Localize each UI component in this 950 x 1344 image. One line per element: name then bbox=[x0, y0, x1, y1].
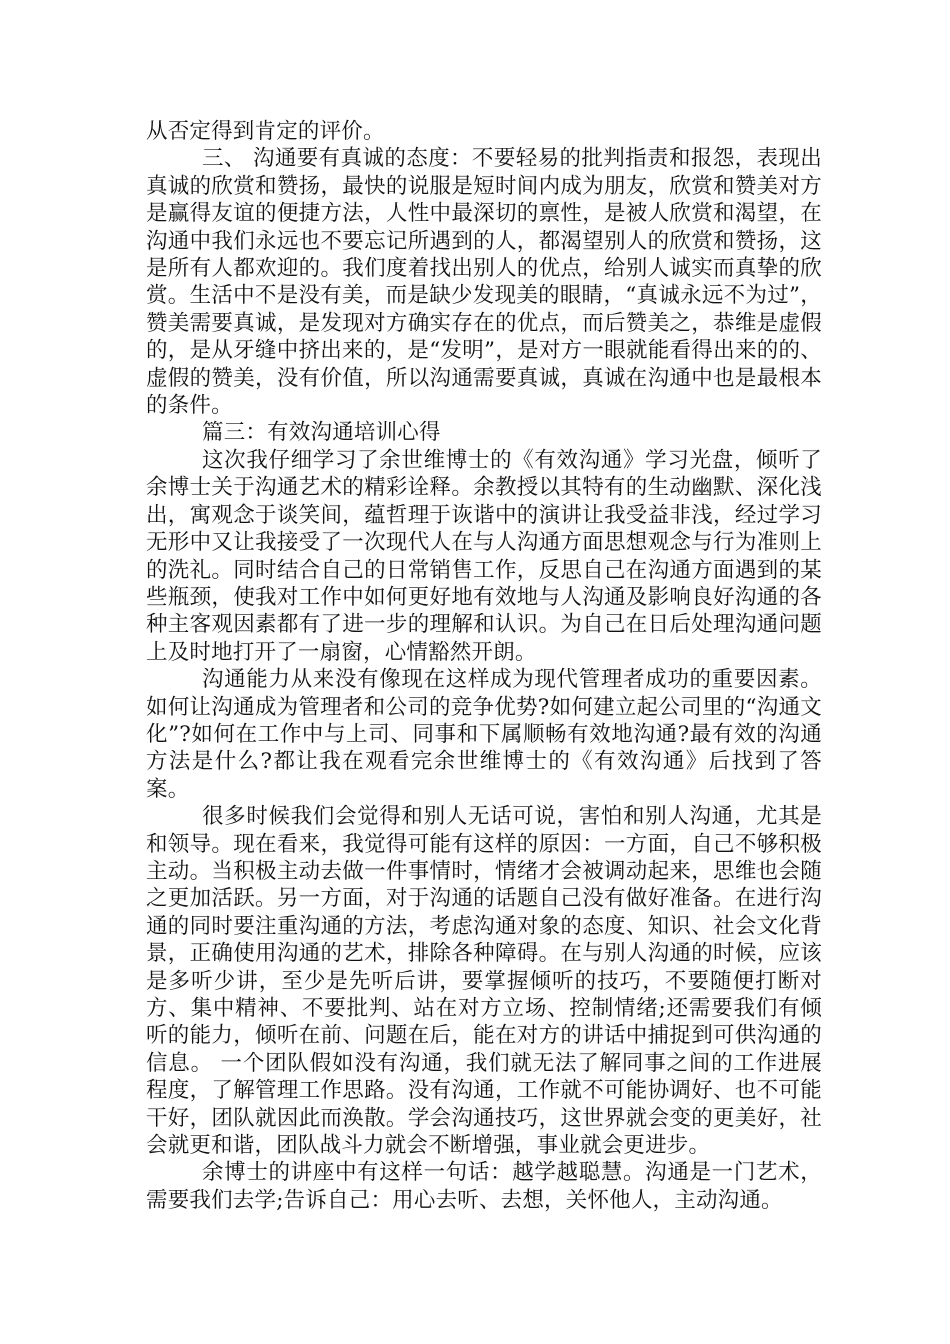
paragraph-conclusion: 余博士的讲座中有这样一句话：越学越聪慧。沟通是一门艺术，需要我们去学;告诉自己：用心去听、去想，关怀他人，主动沟通。 bbox=[146, 1160, 822, 1213]
paragraph-communication-ability: 沟通能力从来没有像现在这样成为现代管理者成功的重要因素。如何让沟通成为管理者和公司的竞争优势?如何建立起公司里的“沟通文化”?如何在工作中与上司、同事和下属顺畅有效地沟通?最有效的沟通方法是什么?都让我在观看完余世维博士的《有效沟通》后找到了答案。 bbox=[146, 667, 822, 802]
paragraph-study-intro: 这次我仔细学习了余世维博士的《有效沟通》学习光盘，倾听了余博士关于沟通艺术的精彩诠释。余教授以其特有的生动幽默、深化浅出，寓观念于谈笑间，蕴哲理于诙谐中的演讲让我受益非浅，经过学习无形中又让我接受了一次现代人在与人沟通方面思想观念与行为准则上的洗礼。同时结合自己的日常销售工作，反思自己在沟通方面遇到的某些瓶颈，使我对工作中如何更好地有效地与人沟通及影响良好沟通的各种主客观因素都有了进一步的理解和认识。为自己在日后处理沟通问题上及时地打开了一扇窗，心情豁然开朗。 bbox=[146, 447, 822, 665]
paragraph-reflection: 很多时候我们会觉得和别人无话可说，害怕和别人沟通，尤其是和领导。现在看来，我觉得可能有这样的原因：一方面，自己不够积极主动。当积极主动去做一件事情时，情绪才会被调动起来，思维也会随之更加活跃。另一方面，对于沟通的话题自己没有做好准备。在进行沟通的同时要注重沟通的方法，考虑沟通对象的态度、知识、社会文化背景，正确使用沟通的艺术，排除各种障碍。在与别人沟通的时候，应该是多听少讲，至少是先听后讲，要掌握倾听的技巧，不要随便打断对方、集中精神、不要批判、站在对方立场、控制情绪;还需要我们有倾听的能力，倾听在前、问题在后，能在对方的讲话中捕捉到可供沟通的信息。 一个团队假如没有沟通，我们就无法了解同事之间的工作进展程度，了解管理工作思路。没有沟通，工作就不可能协调好、也不可能干好，团队就因此而涣散。学会沟通技巧，这世界就会变的更美好，社会就更和谐，团队战斗力就会不断增强，事业就会更进步。 bbox=[146, 804, 822, 1159]
document-body bbox=[146, 118, 822, 1214]
paragraph-continuation: 从否定得到肯定的评价。 bbox=[146, 119, 385, 144]
paragraph-sincere-attitude: 三、 沟通要有真诚的态度：不要轻易的批判指责和报怨，表现出真诚的欣赏和赞扬，最快的说服是短时间内成为朋友，欣赏和赞美对方是赢得友谊的便捷方法，人性中最深切的禀性，是被人欣赏和渴望，在沟通中我们永远也不要忘记所遇到的人，都渴望别人的欣赏和赞扬，这是所有人都欢迎的。我们度着找出别人的优点，给别人诚实而真挚的欣赏。生活中不是没有美，而是缺少发现美的眼睛，“真诚永远不为过”，赞美需要真诚，是发现对方确实存在的优点，而后赞美之，恭维是虚假的，是从牙缝中挤出来的，是“发明”，是对方一眼就能看得出来的的、虚假的赞美，没有价值，所以沟通需要真诚，真诚在沟通中也是最根本的条件。 bbox=[146, 146, 822, 419]
section-heading: 篇三：有效沟通培训心得 bbox=[202, 420, 441, 446]
